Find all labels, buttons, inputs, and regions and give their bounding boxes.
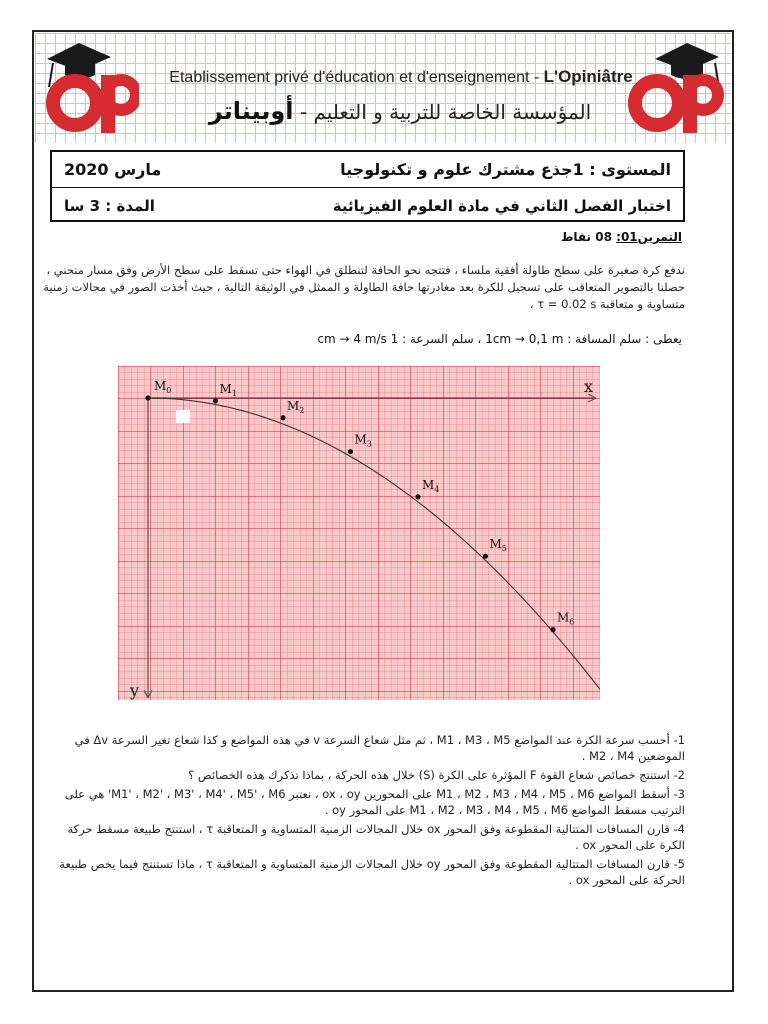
trajectory-graph [118,366,600,700]
school-name-ar [185,97,615,125]
exam-level-row [52,152,683,188]
trajectory-point [550,627,555,632]
trajectory-point-label: $M_1$ [219,381,237,398]
trajectory-point-label: $M_2$ [287,398,305,415]
exercise-points: 08 نقاط [560,230,612,244]
questions-list [42,732,685,891]
trajectory-point [280,415,285,420]
exam-info-box [50,150,685,222]
exam-level: المستوى : 1جذع مشترك علوم و تكنولوجيا [340,160,671,179]
exercise-title: التمرين01: [616,230,682,244]
trajectory-point [145,395,150,400]
trajectory-point [213,398,218,403]
exam-title: اختبار الفصل الثاني في مادة العلوم الفيزيائية [332,196,671,215]
question-4: 4- قارن المسافات المتتالية المقطوعة وفق المحور ox خلال المجالات الزمنية المتساوية و المتعاقبة τ ، استنتج طبيعة مسقط حركة الكرة على المحور ox . [67,822,685,852]
trajectory-point-label: $M_0$ [154,379,172,395]
exercise-given-scales: يعطى : سلم المسافة : 1cm → 0,1 m ، سلم السرعة : 1 cm → 4 m/s [317,332,682,346]
school-name-fr-prefix: Etablissement privé d'éducation et d'enseignement - [169,69,540,86]
school-brand-fr: L'Opiniâtre [543,67,633,86]
trajectory-point [348,449,353,454]
exam-duration: المدة : 3 سا [64,196,155,215]
trajectory-point-label: $M_4$ [422,477,440,494]
exam-title-row [52,188,683,223]
trajectory-point [415,494,420,499]
school-logo-right [627,37,727,137]
school-brand-ar: أوبيناتر [208,97,294,125]
question-2: 2- استنتج خصائص شعاع القوة F المؤثرة على الكرة (S) خلال هذه الحركة ، بماذا تذكرك هذه الخصائص ؟ [188,768,685,782]
exam-date: مارس 2020 [64,160,162,179]
school-name-fr [161,67,641,87]
school-header [35,33,731,143]
school-logo-left [39,37,139,137]
x-axis-label: x [584,377,594,396]
trajectory-point [483,554,488,559]
trajectory-point-label: $M_3$ [354,432,372,449]
y-axis-label: y [130,681,140,700]
exercise-statement: ندفع كرة صغيرة على سطح طاولة أفقية ملساء ، فتتجه نحو الحافة لتنطلق في الهواء حتى تسقط على سطح الأرض وفق مسار منحني ، حصلنا بالتصوير المتعاقب على تسجيل للكرة بعد مغادرتها حافة الطاولة و الممثل في الوثيقة التالية ، حيث أخذت الصور في مجالات زمنية متساوية و متعاقبة τ = 0.02 s ، [43,263,685,311]
question-1: 1- أحسب سرعة الكرة عند المواضع M1 ، M3 ، M5 ، ثم مثل شعاع السرعة v في هذه المواضع و كذا شعاع تغير السرعة Δv في الموضعين M2 ، M4 . [74,733,685,763]
question-5: 5- قارن المسافات المتتالية المقطوعة وفق المحور oy خلال المجالات الزمنية المتساوية و المتعاقبة τ ، ماذا تستنتج فيما يخص طبيعة الحركة على المحور ox . [59,857,685,887]
trajectory-point-label: $M_5$ [489,537,507,554]
exercise-heading [561,230,682,244]
trajectory-point-label: $M_6$ [557,610,575,627]
graph-paper-grid [118,366,600,700]
school-name-ar-prefix: المؤسسة الخاصة للتربية و التعليم - [299,100,592,124]
graph-blank-patch [176,410,190,423]
question-3: 3- أسقط المواضع M1 ، M2 ، M3 ، M4 ، M5 ، M6 على المحورين ox ، oy ، نعتبر M1' ، M2' ، M3' ، M4' ، M5' ، M6' هي على الترتيب مسقط المواضع M1 ، M2 ، M3 ، M4 ، M5 ، M6 على المحور oy . [64,787,685,817]
